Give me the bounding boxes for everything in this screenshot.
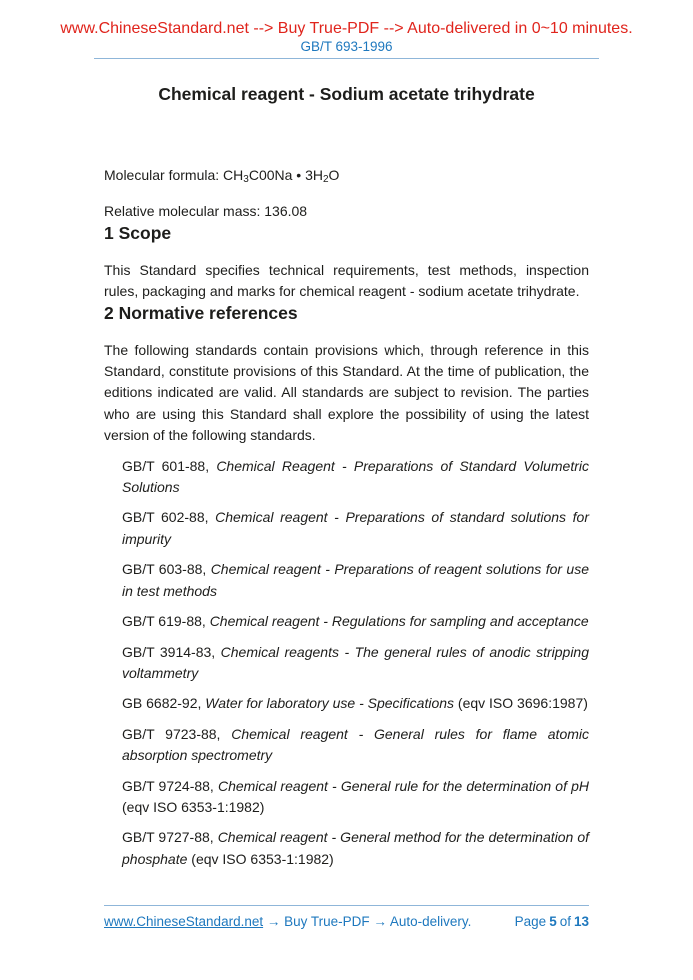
reference-title: Chemical Reagent - Preparations of Standard Volumetric Solutions <box>122 457 589 496</box>
formula-part: O <box>328 167 340 183</box>
normative-references-paragraph: The following standards contain provisions which, through reference in this Standard, constitute provisions of this Standard. At the time of publication, the editions indicated are valid. All standards are subject to revision. The parties who are using this Standard shall explore the possibility of using the latest version of the following standards. <box>104 341 589 444</box>
reference-suffix: (eqv ISO 3696:1987) <box>454 695 588 712</box>
reference-title: Chemical reagent - General rule for the determination of pH <box>217 777 589 794</box>
reference-title: Chemical reagent - Preparations of standard solutions for impurity <box>122 509 589 547</box>
reference-title: Chemical reagent - General rules for flame atomic absorption spectrometry <box>122 725 590 764</box>
reference-title: Chemical reagents - The general rules of anodic stripping voltammetry <box>122 643 590 681</box>
relative-molecular-mass: Relative molecular mass: 136.08 <box>104 203 308 220</box>
footer-promo <box>104 913 471 930</box>
page-current: 5 <box>549 914 557 929</box>
reference-item <box>104 724 589 767</box>
header-divider <box>94 58 599 59</box>
footer-divider <box>104 905 589 906</box>
footer-promo-tail: → Buy True-PDF → Auto-delivery. <box>263 914 472 929</box>
reference-code: GB/T 619-88, <box>122 613 210 630</box>
molecular-formula <box>104 165 589 186</box>
reference-item <box>104 456 589 499</box>
reference-item <box>104 827 589 870</box>
of-label: of <box>559 914 571 929</box>
formula-subscript: 3 <box>243 174 249 185</box>
reference-title: Chemical reagent - General method for the determination of phosphate <box>122 829 589 867</box>
scope-paragraph: This Standard specifies technical requirements, test methods, inspection rules, packaging and marks for chemical reagent - sodium acetate trihydrate. <box>104 261 589 300</box>
standard-code: GB/T 693-1996 <box>300 39 393 54</box>
reference-item <box>104 776 589 819</box>
formula-subscript: 2 <box>322 174 329 185</box>
reference-code: GB/T 603-88, <box>122 561 211 578</box>
reference-code: GB/T 602-88, <box>122 509 216 526</box>
document-body <box>104 165 589 870</box>
page-footer <box>0 905 693 930</box>
reference-item <box>104 611 589 632</box>
reference-title: Water for laboratory use - Specifications <box>205 695 455 712</box>
reference-item <box>104 642 589 685</box>
reference-item <box>104 559 589 602</box>
page-total: 13 <box>573 914 589 929</box>
reference-code: GB/T 9724-88, <box>122 777 218 794</box>
reference-item <box>104 693 589 714</box>
page-label: Page <box>514 914 547 929</box>
reference-suffix: (eqv ISO 6353-1:1982) <box>122 798 265 815</box>
reference-item <box>104 507 589 550</box>
reference-code: GB/T 9723-88, <box>122 725 232 742</box>
reference-code: GB/T 601-88, <box>122 457 217 474</box>
reference-code: GB 6682-92, <box>122 695 206 712</box>
formula-part: Molecular formula: CH <box>104 167 244 183</box>
section-heading-scope: 1 Scope <box>104 222 172 243</box>
footer-site-link[interactable]: www.ChineseStandard.net <box>104 914 264 929</box>
document-title: Chemical reagent - Sodium acetate trihydrate <box>158 84 535 104</box>
header-promo-text: www.ChineseStandard.net --> Buy True-PDF --> Auto-delivered in 0~10 minutes. <box>60 20 633 37</box>
section-heading-normative-references: 2 Normative references <box>104 302 298 323</box>
page-indicator <box>512 913 589 930</box>
reference-suffix: (eqv ISO 6353-1:1982) <box>187 850 334 867</box>
reference-code: GB/T 3914-83, <box>122 643 221 660</box>
reference-code: GB/T 9727-88, <box>122 829 218 846</box>
formula-part: C00Na • 3H <box>248 167 323 183</box>
reference-list <box>104 456 589 871</box>
page-header <box>0 0 693 59</box>
reference-title: Chemical reagent - Regulations for sampling and acceptance <box>209 613 589 630</box>
reference-title: Chemical reagent - Preparations of reagent solutions for use in test methods <box>122 561 589 599</box>
